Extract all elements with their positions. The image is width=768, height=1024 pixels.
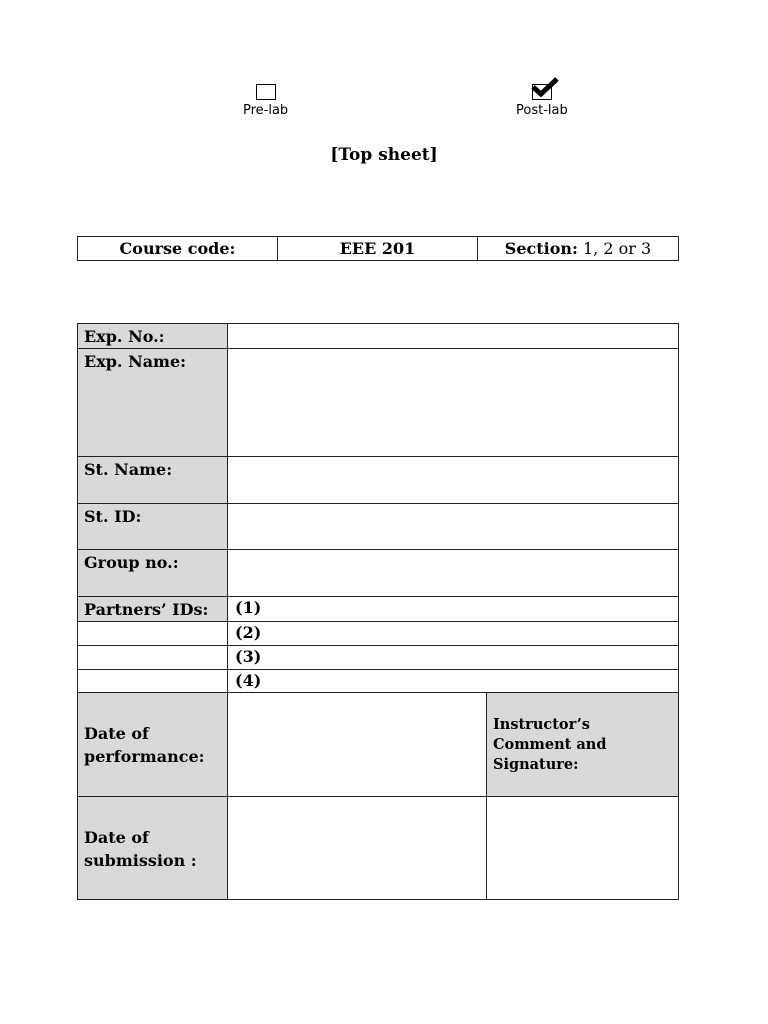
st-id-field[interactable] (228, 504, 679, 550)
st-name-label: St. Name: (78, 457, 228, 504)
date-performance-field[interactable] (228, 693, 487, 797)
st-id-label: St. ID: (78, 504, 228, 550)
course-code-value: EEE 201 (278, 237, 478, 261)
partner-id-field[interactable]: (2) (228, 622, 679, 646)
partners-blank-cell (78, 670, 228, 693)
date-submission-label: Date of submission : (78, 797, 228, 900)
postlab-option[interactable] (516, 84, 568, 118)
partners-blank-cell (78, 646, 228, 670)
section-label: Section: (504, 239, 578, 258)
partners-blank-cell (78, 622, 228, 646)
group-no-field[interactable] (228, 550, 679, 597)
exp-no-label: Exp. No.: (78, 324, 228, 349)
partner-id-field[interactable]: (3) (228, 646, 679, 670)
prelab-option[interactable] (243, 84, 288, 118)
prelab-checkbox[interactable] (256, 84, 276, 100)
postlab-checkbox[interactable] (532, 84, 552, 100)
st-name-field[interactable] (228, 457, 679, 504)
page-title: [Top sheet] (330, 145, 438, 165)
partners-label: Partners’ IDs: (78, 597, 228, 622)
exp-no-field[interactable] (228, 324, 679, 349)
exp-name-field[interactable] (228, 349, 679, 457)
instructor-signature-field[interactable] (487, 797, 679, 900)
exp-name-label: Exp. Name: (78, 349, 228, 457)
instructor-comment-label: Instructor’s Comment and Signature: (487, 693, 679, 797)
lab-info-table (77, 323, 679, 900)
partner-id-field[interactable]: (4) (228, 670, 679, 693)
postlab-label: Post-lab (516, 103, 568, 118)
section-cell (478, 237, 679, 261)
date-performance-label: Date of performance: (78, 693, 228, 797)
course-info-table (77, 236, 679, 261)
group-no-label: Group no.: (78, 550, 228, 597)
course-code-label: Course code: (78, 237, 278, 261)
partner-id-field[interactable]: (1) (228, 597, 679, 622)
date-submission-field[interactable] (228, 797, 487, 900)
prelab-label: Pre-lab (243, 103, 289, 118)
checkmark-icon (531, 76, 559, 98)
section-value: 1, 2 or 3 (577, 239, 652, 258)
